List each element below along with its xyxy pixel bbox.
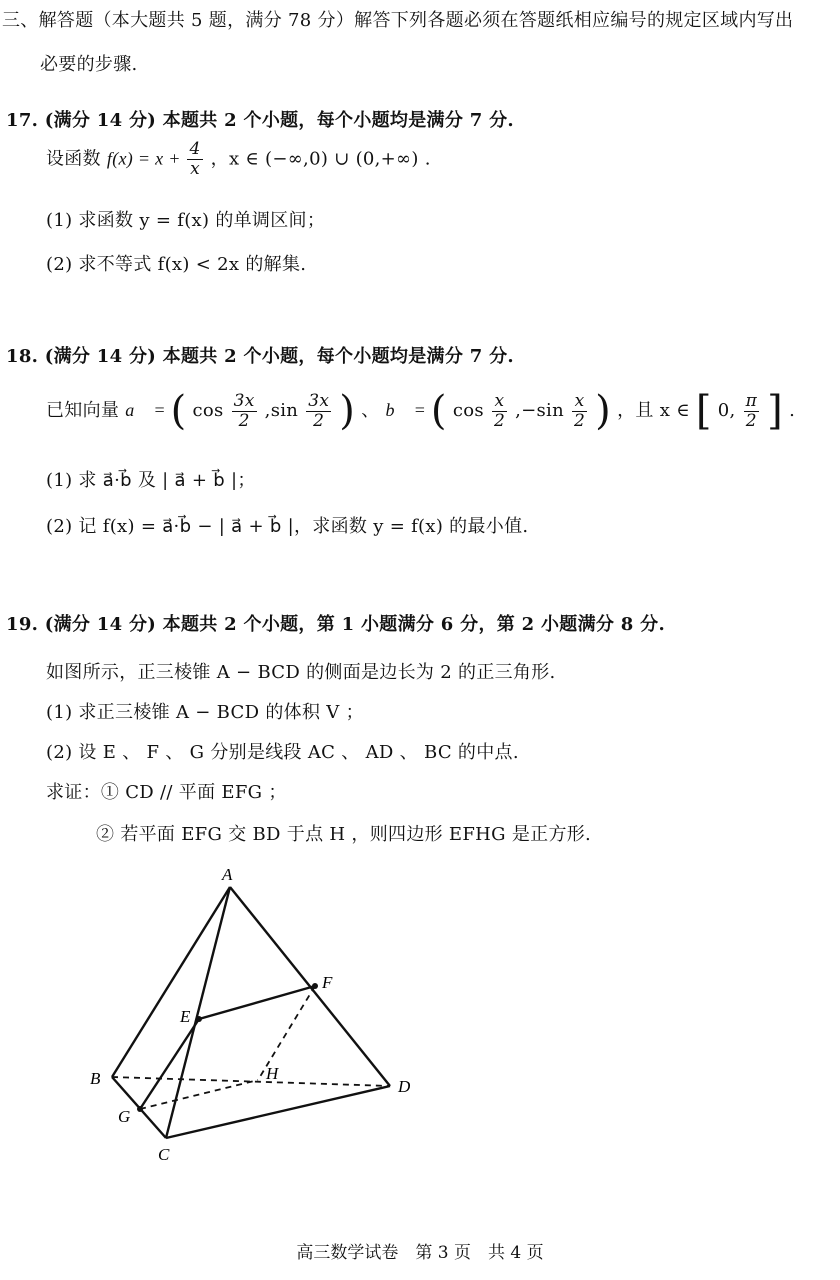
q18-paren-open: ( bbox=[170, 388, 187, 434]
q17-heading: (满分 14 分) 本题共 2 个小题，每个小题均是满分 7 分. bbox=[44, 110, 514, 131]
q17-title bbox=[6, 106, 514, 132]
q18-interval-left: 0, bbox=[717, 400, 736, 421]
q18-frac4-den: 2 bbox=[574, 410, 586, 431]
q18-stem-prefix: 已知向量 bbox=[46, 400, 126, 421]
q18-bracket-close: ] bbox=[767, 388, 784, 434]
q18-pi-den: 2 bbox=[745, 410, 757, 431]
q17-fraction bbox=[187, 140, 202, 179]
q19-number: 19. bbox=[6, 614, 39, 635]
label-H: H bbox=[266, 1064, 279, 1083]
q18-paren-open-b: ( bbox=[430, 388, 447, 434]
edge-GH-hidden bbox=[140, 1080, 258, 1109]
label-B: B bbox=[90, 1069, 101, 1088]
label-G: G bbox=[118, 1107, 131, 1126]
edge-EG bbox=[140, 1019, 199, 1109]
q18-separator: 、 bbox=[361, 400, 380, 421]
q18-title bbox=[6, 342, 514, 368]
q18-vector-b: b⃗ = bbox=[385, 400, 431, 420]
point-G bbox=[137, 1106, 143, 1112]
q18-bracket-open: [ bbox=[695, 388, 712, 434]
q18-heading: (满分 14 分) 本题共 2 个小题，每个小题均是满分 7 分. bbox=[44, 346, 514, 367]
q18-part1: (1) 求 a⃗·b⃗ 及 | a⃗ + b⃗ |； bbox=[46, 470, 256, 491]
q19-part1: (1) 求正三棱锥 A − BCD 的体积 V ； bbox=[46, 702, 364, 723]
q17-number: 17. bbox=[6, 110, 39, 131]
q17-stem-prefix: 设函数 bbox=[46, 148, 107, 170]
edge-CD bbox=[166, 1086, 390, 1138]
q18-vector-a: a⃗ = bbox=[125, 400, 171, 420]
label-C: C bbox=[158, 1145, 170, 1164]
q18-pi-num: π bbox=[745, 390, 758, 411]
q18-condition: ，且 x ∈ bbox=[617, 400, 696, 421]
q18-frac2-num: 3x bbox=[308, 390, 330, 411]
q18-frac1-den: 2 bbox=[238, 410, 250, 431]
section-heading-continued: 必要的步骤. bbox=[40, 54, 138, 75]
q19-prove2: ② 若平面 EFG 交 BD 于点 H ，则四边形 EFHG 是正方形. bbox=[96, 824, 592, 845]
section-heading: 三、解答题（本大题共 5 题，满分 78 分）解答下列各题必须在答题纸相应编号的规定区域内写出 bbox=[2, 10, 794, 31]
q18-frac3-den: 2 bbox=[493, 410, 506, 431]
q18-sin-a: ,sin bbox=[264, 400, 299, 421]
page-footer: 高三数学试卷 第 3 页 共 4 页 bbox=[296, 1243, 544, 1263]
label-E: E bbox=[180, 1007, 191, 1026]
q19-stem: 如图所示，正三棱锥 A − BCD 的侧面是边长为 2 的正三角形. bbox=[46, 662, 556, 683]
pyramid-figure bbox=[80, 860, 440, 1180]
label-A: A bbox=[222, 865, 233, 884]
q18-stem bbox=[46, 388, 795, 434]
q18-period: . bbox=[789, 400, 796, 421]
q17-stem bbox=[46, 140, 431, 179]
q18-paren-close-b: ) bbox=[595, 388, 612, 434]
q17-part2: (2) 求不等式 f(x) < 2x 的解集. bbox=[46, 254, 307, 275]
q18-part2: (2) 记 f(x) = a⃗·b⃗ − | a⃗ + b⃗ |，求函数 y = f(x) 的最小值. bbox=[46, 516, 529, 537]
q18-frac4-num: x bbox=[572, 392, 587, 412]
point-E bbox=[196, 1016, 202, 1022]
q18-cos-a: cos bbox=[192, 400, 224, 421]
q19-title bbox=[6, 610, 665, 636]
q17-domain: ，x ∈ (−∞,0) ∪ (0,+∞) . bbox=[210, 148, 431, 170]
point-F bbox=[312, 983, 318, 989]
q18-paren-close: ) bbox=[339, 388, 356, 434]
q18-cos-b: cos bbox=[452, 400, 484, 421]
q19-prove1: 求证：① CD // 平面 EFG ； bbox=[46, 782, 287, 803]
q18-frac2-den: 2 bbox=[313, 410, 325, 431]
label-D: D bbox=[398, 1077, 411, 1096]
q17-part1: (1) 求函数 y = f(x) 的单调区间； bbox=[46, 210, 326, 231]
edge-AB bbox=[112, 887, 230, 1077]
label-F: F bbox=[322, 973, 333, 992]
q18-frac3-num: x bbox=[492, 392, 507, 412]
q17-function: f(x) = x + bbox=[106, 148, 186, 169]
q19-heading: (满分 14 分) 本题共 2 个小题，第 1 小题满分 6 分，第 2 小题满分 8 分. bbox=[44, 614, 666, 635]
q17-fraction-numerator: 4 bbox=[189, 139, 201, 159]
q18-sin-b: ,−sin bbox=[515, 400, 564, 421]
q19-part2: (2) 设 E 、 F 、 G 分别是线段 AC 、 AD 、 BC 的中点. bbox=[46, 742, 519, 763]
q18-frac1-num: 3x bbox=[233, 390, 255, 411]
q18-number: 18. bbox=[6, 346, 39, 367]
q17-fraction-denominator: x bbox=[190, 159, 200, 179]
